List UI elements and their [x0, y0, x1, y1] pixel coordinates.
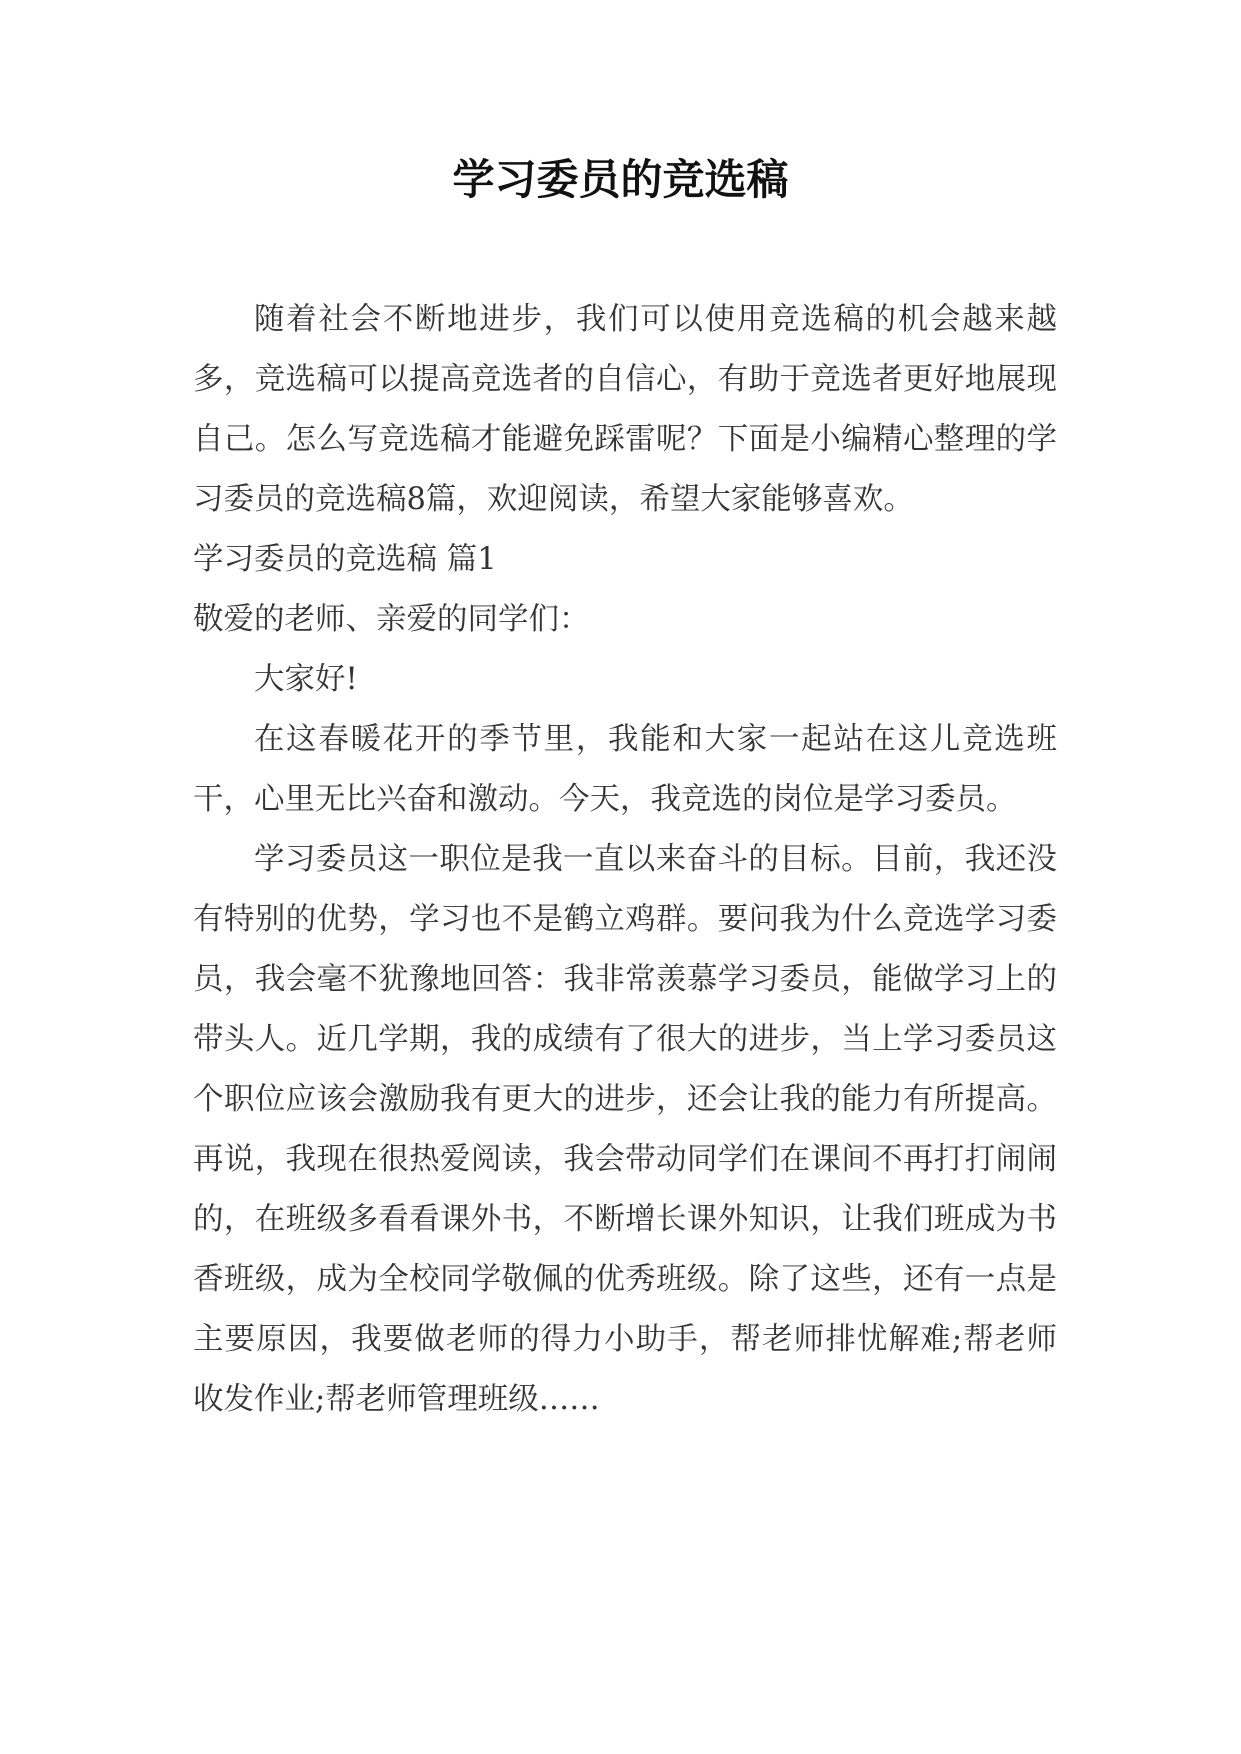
greeting: 大家好!: [254, 662, 358, 697]
salutation: 敬爱的老师、亲爱的同学们：: [193, 602, 590, 637]
document-body: [193, 290, 1057, 1430]
section-heading: 学习委员的竞选稿 篇1: [193, 542, 497, 577]
intro-paragraph: 随着社会不断地进步，我们可以使用竞选稿的机会越来越多，竞选稿可以提高竞选者的自信心，有助于竞选者更好地展现自己。怎么写竞选稿才能避免踩雷呢？下面是小编精心整理的学习委员的竞选稿8篇，欢迎阅读，希望大家能够喜欢。: [193, 302, 1057, 517]
body-paragraph-1: 在这春暖花开的季节里，我能和大家一起站在这儿竞选班干，心里无比兴奋和激动。今天，我竞选的岗位是学习委员。: [193, 722, 1057, 817]
body-paragraph-2: 学习委员这一职位是我一直以来奋斗的目标。目前，我还没有特别的优势，学习也不是鹤立鸡群。要问我为什么竞选学习委员，我会毫不犹豫地回答：我非常羡慕学习委员，能做学习上的带头人。近几学期，我的成绩有了很大的进步，当上学习委员这个职位应该会激励我有更大的进步，还会让我的能力有所提高。再说，我现在很热爱阅读，我会带动同学们在课间不再打打闹闹的，在班级多看看课外书，不断增长课外知识，让我们班成为书香班级，成为全校同学敬佩的优秀班级。除了这些，还有一点是主要原因，我要做老师的得力小助手，帮老师排忧解难;帮老师收发作业;帮老师管理班级……: [193, 842, 1057, 1417]
document-title: 学习委员的竞选稿: [452, 155, 789, 204]
